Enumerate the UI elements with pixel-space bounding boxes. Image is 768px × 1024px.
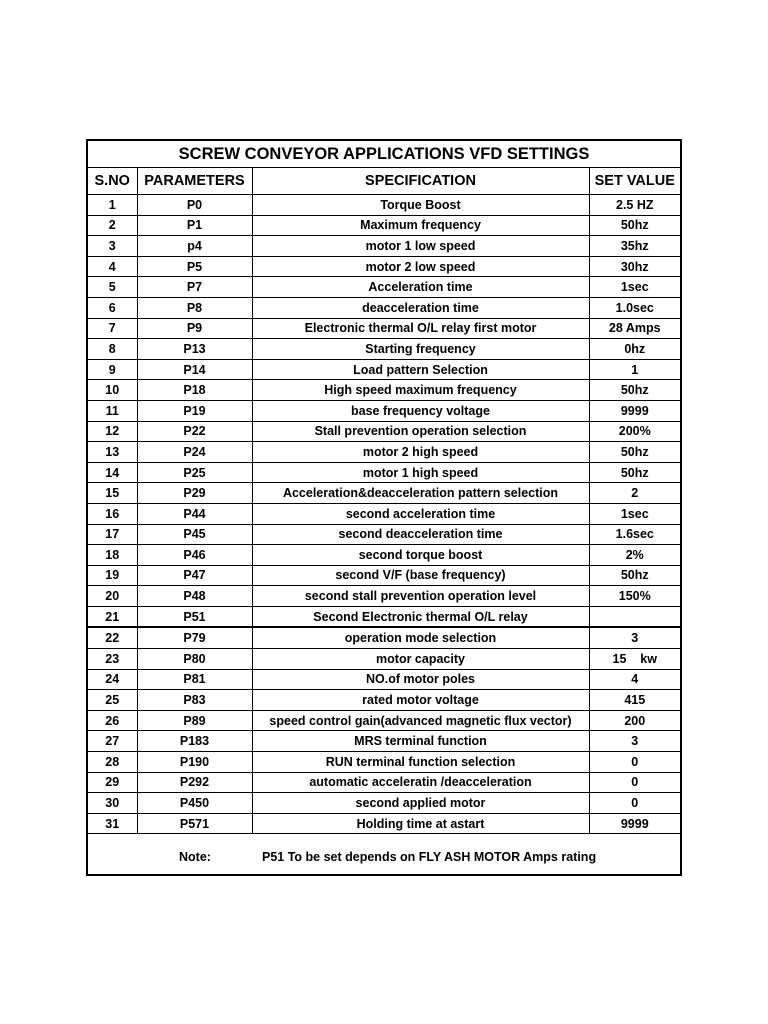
table-row <box>88 606 680 627</box>
sno-cell: 6 <box>88 297 137 318</box>
specification-cell: Acceleration time <box>252 277 589 298</box>
sno-cell: 7 <box>88 318 137 339</box>
table-row <box>88 627 680 648</box>
set-value-cell: 9999 <box>589 400 680 421</box>
sno-cell: 21 <box>88 606 137 627</box>
table-row <box>88 359 680 380</box>
header-set-value: SET VALUE <box>589 168 680 195</box>
specification-cell: Acceleration&deacceleration pattern selection <box>252 483 589 504</box>
parameter-cell: P292 <box>137 772 252 793</box>
specification-cell: second torque boost <box>252 545 589 566</box>
specification-cell: rated motor voltage <box>252 690 589 711</box>
parameter-cell: P14 <box>137 359 252 380</box>
specification-cell: operation mode selection <box>252 627 589 648</box>
sno-cell: 19 <box>88 565 137 586</box>
table-row <box>88 565 680 586</box>
set-value-cell <box>589 606 680 627</box>
sno-cell: 8 <box>88 339 137 360</box>
table-row <box>88 256 680 277</box>
sno-cell: 16 <box>88 503 137 524</box>
specification-cell: second applied motor <box>252 793 589 814</box>
specification-cell: RUN terminal function selection <box>252 752 589 773</box>
sno-cell: 28 <box>88 752 137 773</box>
specification-cell: motor 2 low speed <box>252 256 589 277</box>
specification-cell: motor 1 low speed <box>252 236 589 257</box>
sno-cell: 30 <box>88 793 137 814</box>
set-value-cell: 15 kw <box>589 649 680 670</box>
set-value-cell: 1.6sec <box>589 524 680 545</box>
table-row <box>88 710 680 731</box>
sno-cell: 14 <box>88 462 137 483</box>
specification-cell: Torque Boost <box>252 195 589 216</box>
sno-cell: 31 <box>88 813 137 834</box>
table-row <box>88 297 680 318</box>
table-row <box>88 669 680 690</box>
set-value-cell: 2.5 HZ <box>589 195 680 216</box>
sno-cell: 26 <box>88 710 137 731</box>
specification-cell: motor 1 high speed <box>252 462 589 483</box>
sno-cell: 22 <box>88 627 137 648</box>
header-parameters: PARAMETERS <box>137 168 252 195</box>
specification-cell: Second Electronic thermal O/L relay <box>252 606 589 627</box>
set-value-cell: 4 <box>589 669 680 690</box>
table-row <box>88 545 680 566</box>
specification-cell: automatic acceleratin /deacceleration <box>252 772 589 793</box>
specification-cell: motor capacity <box>252 649 589 670</box>
sno-cell: 5 <box>88 277 137 298</box>
parameter-cell: P190 <box>137 752 252 773</box>
parameter-cell: P7 <box>137 277 252 298</box>
specification-cell: deacceleration time <box>252 297 589 318</box>
parameter-cell: P1 <box>137 215 252 236</box>
set-value-cell: 3 <box>589 627 680 648</box>
table-row <box>88 442 680 463</box>
parameter-cell: P29 <box>137 483 252 504</box>
sno-cell: 3 <box>88 236 137 257</box>
parameter-cell: P8 <box>137 297 252 318</box>
sno-cell: 13 <box>88 442 137 463</box>
set-value-cell: 1 <box>589 359 680 380</box>
table-row <box>88 649 680 670</box>
set-value-cell: 9999 <box>589 813 680 834</box>
sno-cell: 29 <box>88 772 137 793</box>
parameter-cell: P83 <box>137 690 252 711</box>
parameter-cell: P89 <box>137 710 252 731</box>
note-footer <box>88 837 680 874</box>
set-value-cell: 50hz <box>589 462 680 483</box>
set-value-cell: 50hz <box>589 565 680 586</box>
table-row <box>88 236 680 257</box>
specification-cell: second acceleration time <box>252 503 589 524</box>
specification-cell: Maximum frequency <box>252 215 589 236</box>
set-value-cell: 0 <box>589 772 680 793</box>
specification-cell: second deacceleration time <box>252 524 589 545</box>
set-value-cell: 1.0sec <box>589 297 680 318</box>
specification-cell: second V/F (base frequency) <box>252 565 589 586</box>
sno-cell: 23 <box>88 649 137 670</box>
parameter-cell: P183 <box>137 731 252 752</box>
set-value-cell: 2 <box>589 483 680 504</box>
set-value-cell: 28 Amps <box>589 318 680 339</box>
specification-cell: MRS terminal function <box>252 731 589 752</box>
set-value-cell: 150% <box>589 586 680 607</box>
specification-cell: High speed maximum frequency <box>252 380 589 401</box>
sno-cell: 15 <box>88 483 137 504</box>
parameter-cell: P45 <box>137 524 252 545</box>
parameter-cell: P44 <box>137 503 252 524</box>
specification-cell: Load pattern Selection <box>252 359 589 380</box>
parameter-cell: P9 <box>137 318 252 339</box>
sno-cell: 27 <box>88 731 137 752</box>
sno-cell: 24 <box>88 669 137 690</box>
table-row <box>88 772 680 793</box>
table-row <box>88 195 680 216</box>
set-value-cell: 0 <box>589 793 680 814</box>
parameter-cell: P5 <box>137 256 252 277</box>
vfd-settings-table <box>88 141 680 834</box>
header-specification: SPECIFICATION <box>252 168 589 195</box>
parameter-cell: P81 <box>137 669 252 690</box>
set-value-cell: 35hz <box>589 236 680 257</box>
set-value-cell: 200% <box>589 421 680 442</box>
header-sno: S.NO <box>88 168 137 195</box>
table-row <box>88 524 680 545</box>
parameter-cell: P79 <box>137 627 252 648</box>
specification-cell: NO.of motor poles <box>252 669 589 690</box>
parameter-cell: P80 <box>137 649 252 670</box>
specification-cell: base frequency voltage <box>252 400 589 421</box>
specification-cell: Stall prevention operation selection <box>252 421 589 442</box>
note-text: P51 To be set depends on FLY ASH MOTOR Amps rating <box>262 850 597 864</box>
sno-cell: 11 <box>88 400 137 421</box>
sno-cell: 10 <box>88 380 137 401</box>
set-value-cell: 0 <box>589 752 680 773</box>
set-value-cell: 1sec <box>589 503 680 524</box>
specification-cell: motor 2 high speed <box>252 442 589 463</box>
table-row <box>88 503 680 524</box>
table-row <box>88 318 680 339</box>
table-row <box>88 813 680 834</box>
sno-cell: 17 <box>88 524 137 545</box>
sno-cell: 12 <box>88 421 137 442</box>
table-row <box>88 793 680 814</box>
set-value-cell: 2% <box>589 545 680 566</box>
sno-cell: 4 <box>88 256 137 277</box>
table-row <box>88 400 680 421</box>
table-row <box>88 215 680 236</box>
table-row <box>88 731 680 752</box>
parameter-cell: P51 <box>137 606 252 627</box>
sno-cell: 20 <box>88 586 137 607</box>
parameter-cell: P450 <box>137 793 252 814</box>
parameter-cell: P25 <box>137 462 252 483</box>
table-row <box>88 277 680 298</box>
vfd-settings-sheet <box>86 139 682 876</box>
set-value-cell: 200 <box>589 710 680 731</box>
specification-cell: Electronic thermal O/L relay first motor <box>252 318 589 339</box>
parameter-cell: P0 <box>137 195 252 216</box>
table-row <box>88 586 680 607</box>
specification-cell: speed control gain(advanced magnetic flux vector) <box>252 710 589 731</box>
table-row <box>88 690 680 711</box>
set-value-cell: 50hz <box>589 380 680 401</box>
set-value-cell: 415 <box>589 690 680 711</box>
parameter-cell: P18 <box>137 380 252 401</box>
note-label: Note: <box>179 850 211 864</box>
sno-cell: 18 <box>88 545 137 566</box>
specification-cell: second stall prevention operation level <box>252 586 589 607</box>
table-row <box>88 483 680 504</box>
parameter-cell: P19 <box>137 400 252 421</box>
sno-cell: 9 <box>88 359 137 380</box>
set-value-cell: 50hz <box>589 442 680 463</box>
parameter-cell: P47 <box>137 565 252 586</box>
table-row <box>88 380 680 401</box>
set-value-cell: 1sec <box>589 277 680 298</box>
specification-cell: Holding time at astart <box>252 813 589 834</box>
parameter-cell: P48 <box>137 586 252 607</box>
parameter-cell: P22 <box>137 421 252 442</box>
set-value-cell: 30hz <box>589 256 680 277</box>
set-value-cell: 3 <box>589 731 680 752</box>
table-row <box>88 421 680 442</box>
set-value-cell: 0hz <box>589 339 680 360</box>
parameter-cell: P46 <box>137 545 252 566</box>
sno-cell: 2 <box>88 215 137 236</box>
parameter-cell: P24 <box>137 442 252 463</box>
table-title: SCREW CONVEYOR APPLICATIONS VFD SETTINGS <box>88 141 680 168</box>
parameter-cell: P13 <box>137 339 252 360</box>
sno-cell: 25 <box>88 690 137 711</box>
table-row <box>88 752 680 773</box>
specification-cell: Starting frequency <box>252 339 589 360</box>
parameter-cell: p4 <box>137 236 252 257</box>
set-value-cell: 50hz <box>589 215 680 236</box>
parameter-cell: P571 <box>137 813 252 834</box>
table-row <box>88 339 680 360</box>
table-row <box>88 462 680 483</box>
sno-cell: 1 <box>88 195 137 216</box>
